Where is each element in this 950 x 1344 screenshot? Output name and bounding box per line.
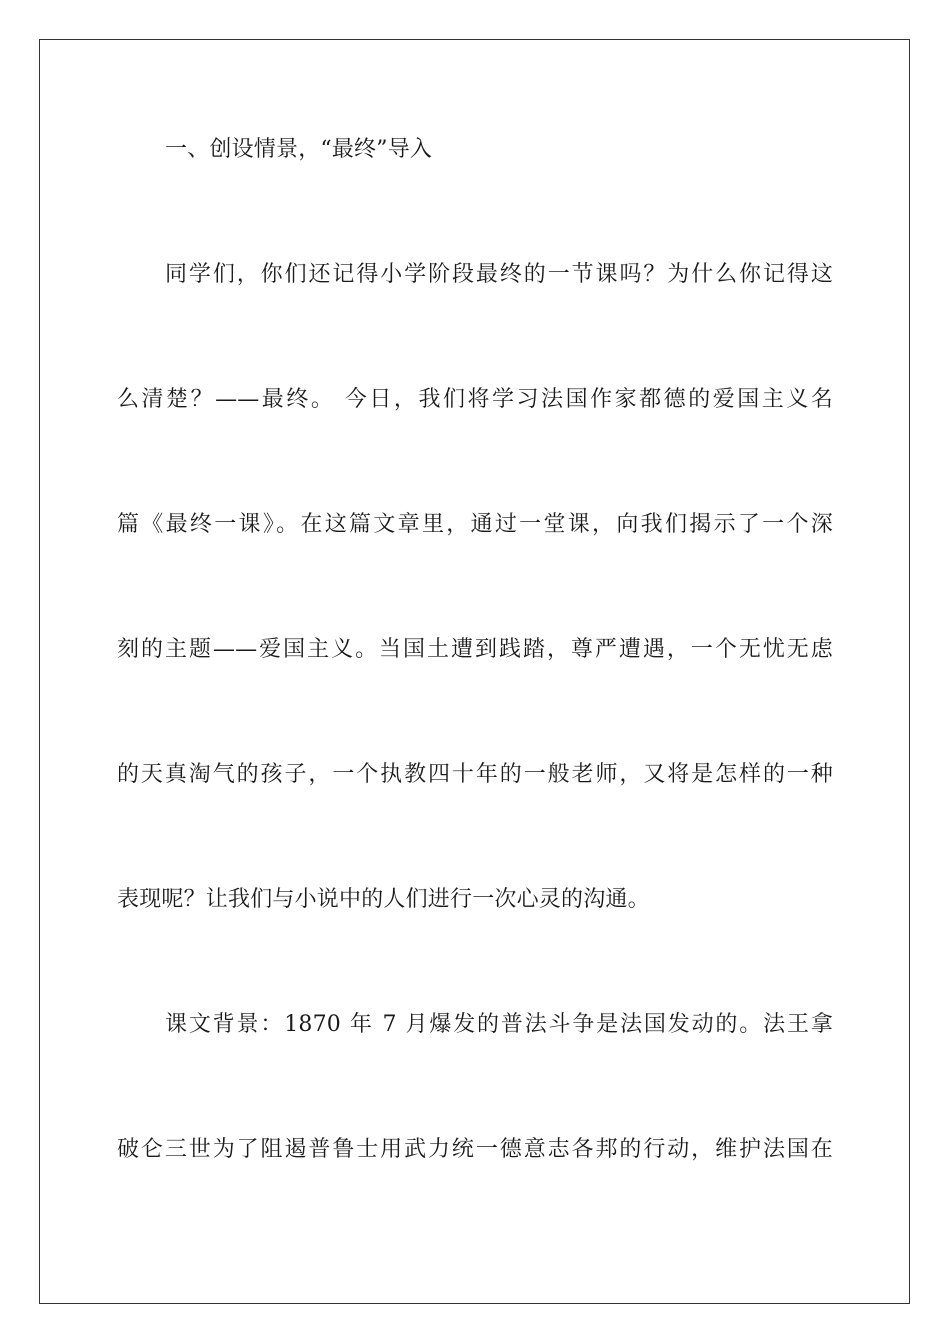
paragraph-line: 刻的主题——爱国主义。当国土遭到践踏，尊严遭遇，一个无忧无虑 <box>117 637 833 662</box>
paragraph-line: 同学们，你们还记得小学阶段最终的一节课吗？为什么你记得这 <box>165 262 833 287</box>
paragraph-line: 破仑三世为了阻遏普鲁士用武力统一德意志各邦的行动，维护法国在 <box>117 1137 833 1162</box>
page-border <box>39 39 910 1304</box>
paragraph-line: 篇《最终一课》。在这篇文章里，通过一堂课，向我们揭示了一个深 <box>117 512 833 537</box>
paragraph-line: 表现呢？让我们与小说中的人们进行一次心灵的沟通。 <box>117 887 650 912</box>
paragraph-line: 课文背景：1870 年 7 月爆发的普法斗争是法国发动的。法王拿 <box>165 1012 833 1037</box>
paragraph-line: 的天真淘气的孩子，一个执教四十年的一般老师，又将是怎样的一种 <box>117 762 833 787</box>
paragraph-line: 么清楚？——最终。 今日，我们将学习法国作家都德的爱国主义名 <box>117 387 833 412</box>
section-heading: 一、创设情景，“最终”导入 <box>165 137 433 162</box>
